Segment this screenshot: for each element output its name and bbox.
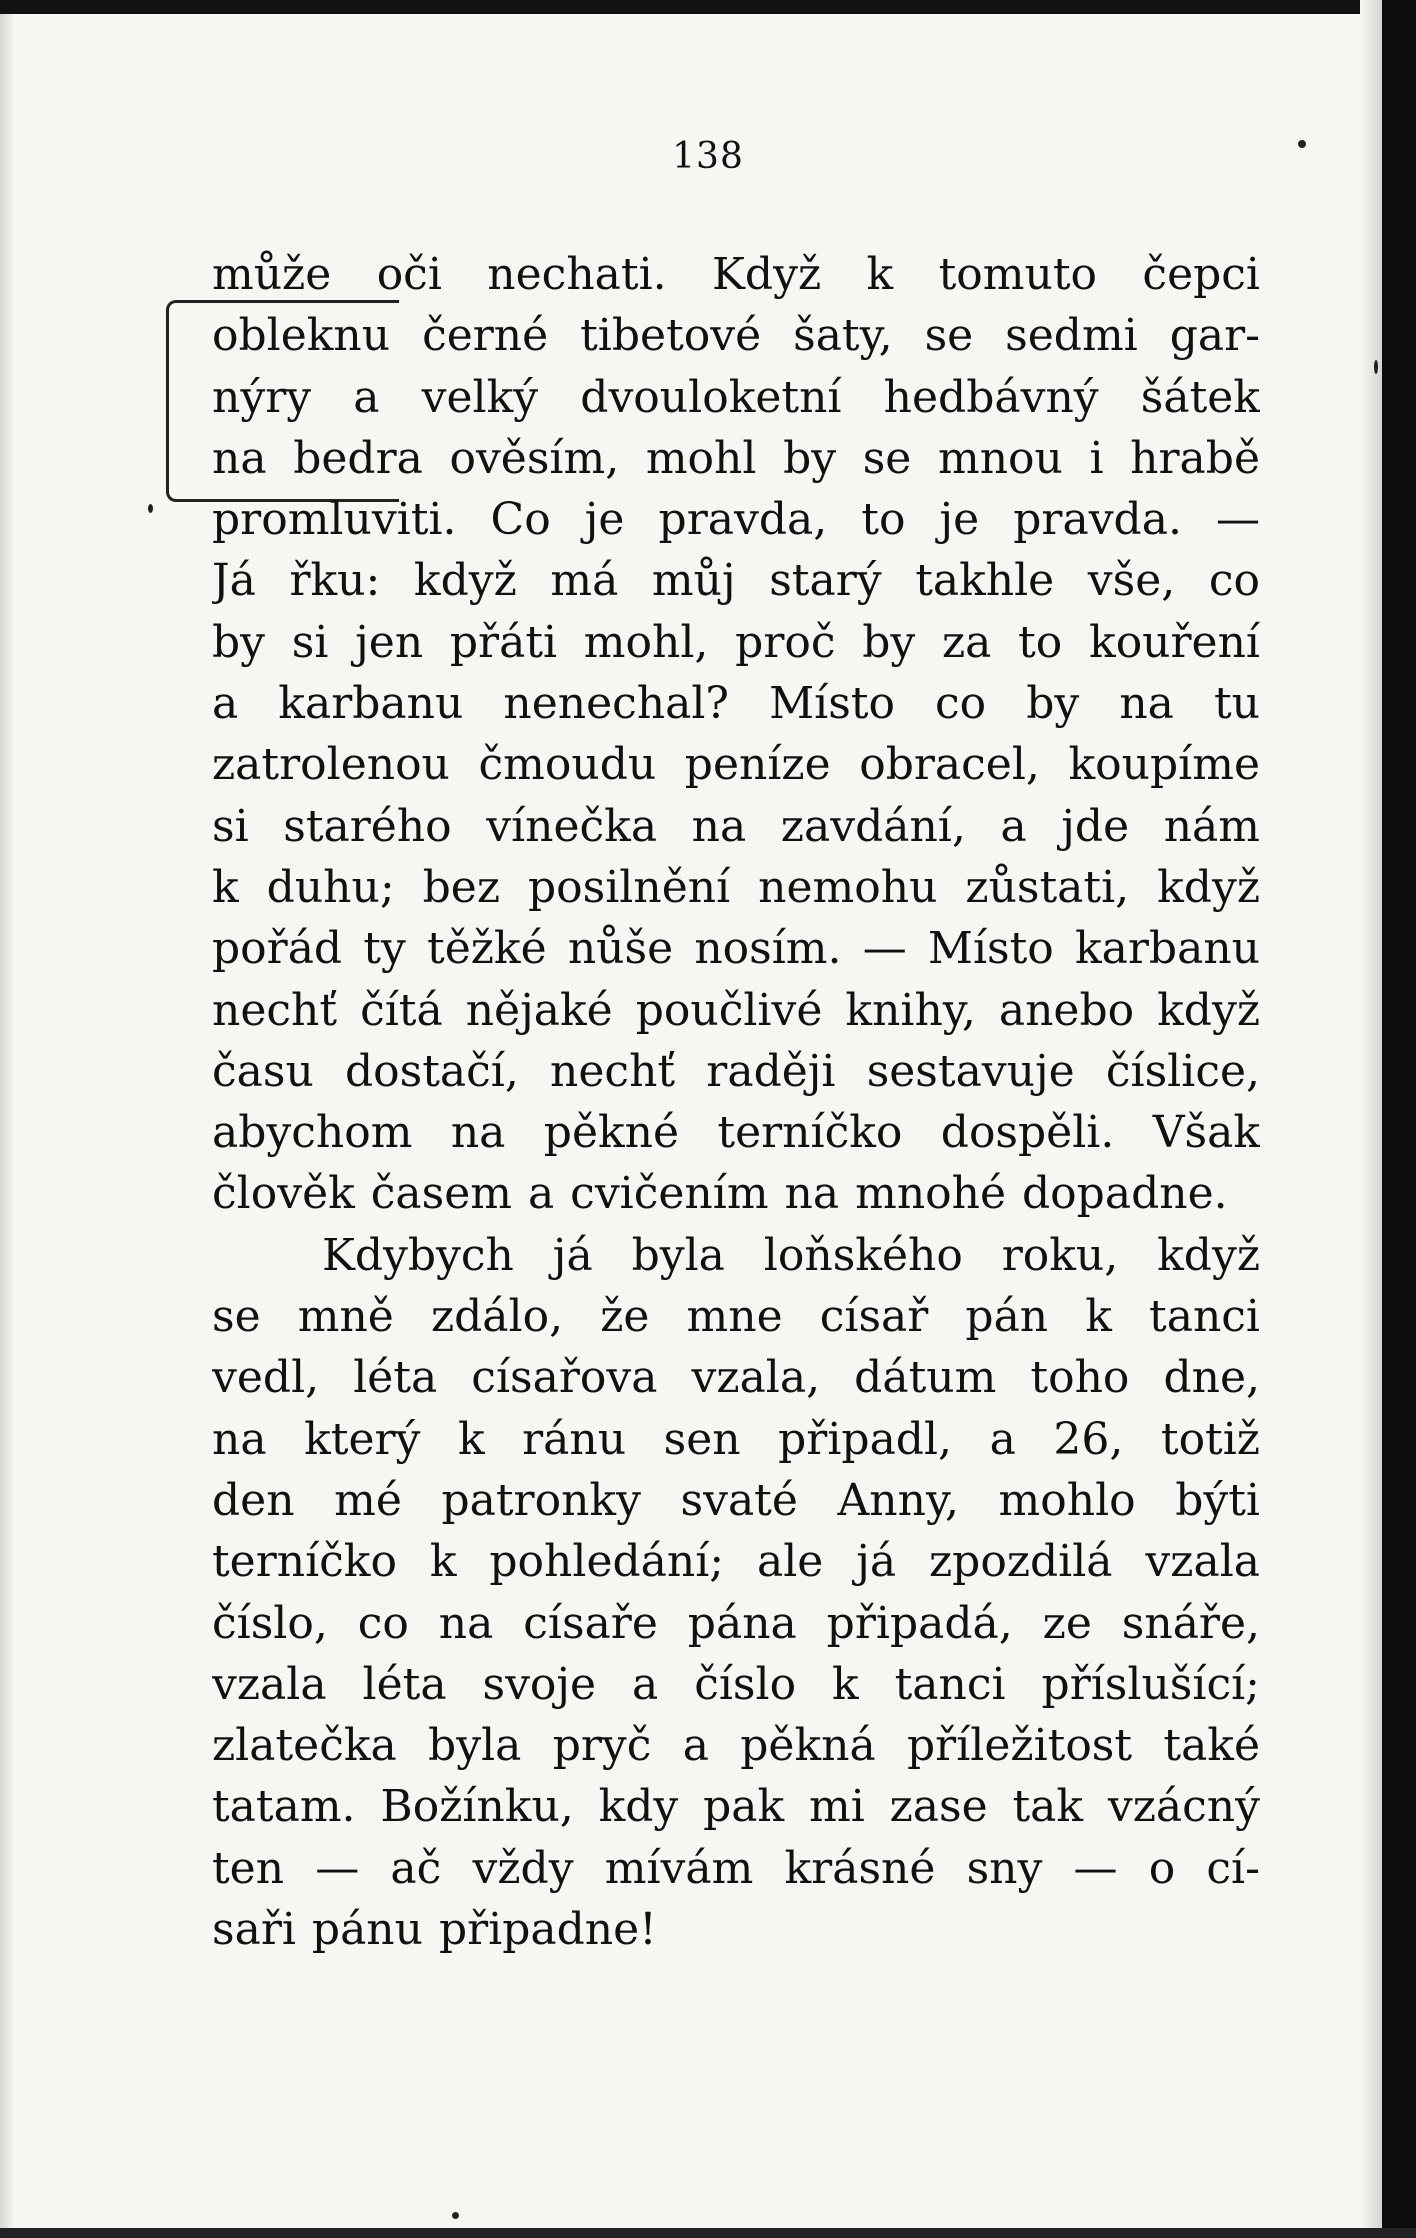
- text-line: ten — ač vždy mívám krásné sny — o cí-: [212, 1842, 1260, 1894]
- text-line: nýry a velký dvouloketní hedbávný šátek: [212, 371, 1260, 423]
- scan-bottom-edge: [0, 2228, 1416, 2238]
- text-line: den mé patronky svaté Anny, mohlo býti: [212, 1474, 1260, 1526]
- page-edge-shadow: [1360, 0, 1382, 2238]
- paragraph-first-line: Kdybych já byla loňského roku, když: [322, 1229, 1260, 1281]
- text-line: na bedra ověsím, mohl by se mnou i hrabě: [212, 432, 1260, 484]
- text-line: může oči nechati. Když k tomuto čepci: [212, 249, 1260, 300]
- text-line: obleknu černé tibetové šaty, se sedmi gar-: [212, 310, 1260, 362]
- scan-right-edge: [1382, 0, 1416, 2238]
- scan-top-edge: [0, 0, 1416, 14]
- text-line: terníčko k pohledání; ale já zpozdilá vzala: [212, 1536, 1260, 1588]
- text-line: by si jen přáti mohl, proč by za to kouření: [212, 616, 1260, 668]
- text-line: Já řku: když má můj starý takhle vše, co: [212, 555, 1260, 607]
- text-line: saři pánu připadne!: [212, 1904, 657, 1956]
- body-text: [212, 244, 1260, 1960]
- scan-speck: [1374, 360, 1378, 374]
- scan-speck: [148, 504, 153, 513]
- text-line: abychom na pěkné terníčko dospěli. Však: [212, 1107, 1260, 1159]
- scan-speck: [452, 2212, 459, 2219]
- text-line: na který k ránu sen připadl, a 26, totiž: [212, 1413, 1260, 1465]
- text-line: člověk časem a cvičením na mnohé dopadne.: [212, 1168, 1228, 1220]
- text-line: vedl, léta císařova vzala, dátum toho dne,: [212, 1352, 1260, 1404]
- text-line: zatrolenou čmoudu peníze obracel, koupíme: [212, 739, 1260, 791]
- text-line: času dostačí, nechť raději sestavuje číslice,: [212, 1045, 1260, 1097]
- text-line: vzala léta svoje a číslo k tanci příslušící;: [212, 1658, 1260, 1710]
- text-line: promluviti. Co je pravda, to je pravda. —: [212, 494, 1260, 546]
- page-number: 138: [672, 136, 744, 177]
- text-line: se mně zdálo, že mne císař pán k tanci: [212, 1291, 1260, 1343]
- text-line: číslo, co na císaře pána připadá, ze snáře,: [212, 1597, 1260, 1649]
- text-line: pořád ty těžké nůše nosím. — Místo karbanu: [212, 923, 1260, 975]
- scan-speck: [1298, 140, 1306, 148]
- text-line: k duhu; bez posilnění nemohu zůstati, když: [212, 861, 1260, 913]
- text-line: a karbanu nenechal? Místo co by na tu: [212, 678, 1260, 730]
- page-gutter-shadow: [0, 0, 14, 2238]
- text-line: zlatečka byla pryč a pěkná příležitost také: [212, 1720, 1260, 1772]
- text-line: si starého vínečka na zavdání, a jde nám: [212, 800, 1260, 852]
- text-line: tatam. Božínku, kdy pak mi zase tak vzácný: [212, 1781, 1260, 1833]
- text-line: nechť čítá nějaké poučlivé knihy, anebo když: [212, 984, 1260, 1036]
